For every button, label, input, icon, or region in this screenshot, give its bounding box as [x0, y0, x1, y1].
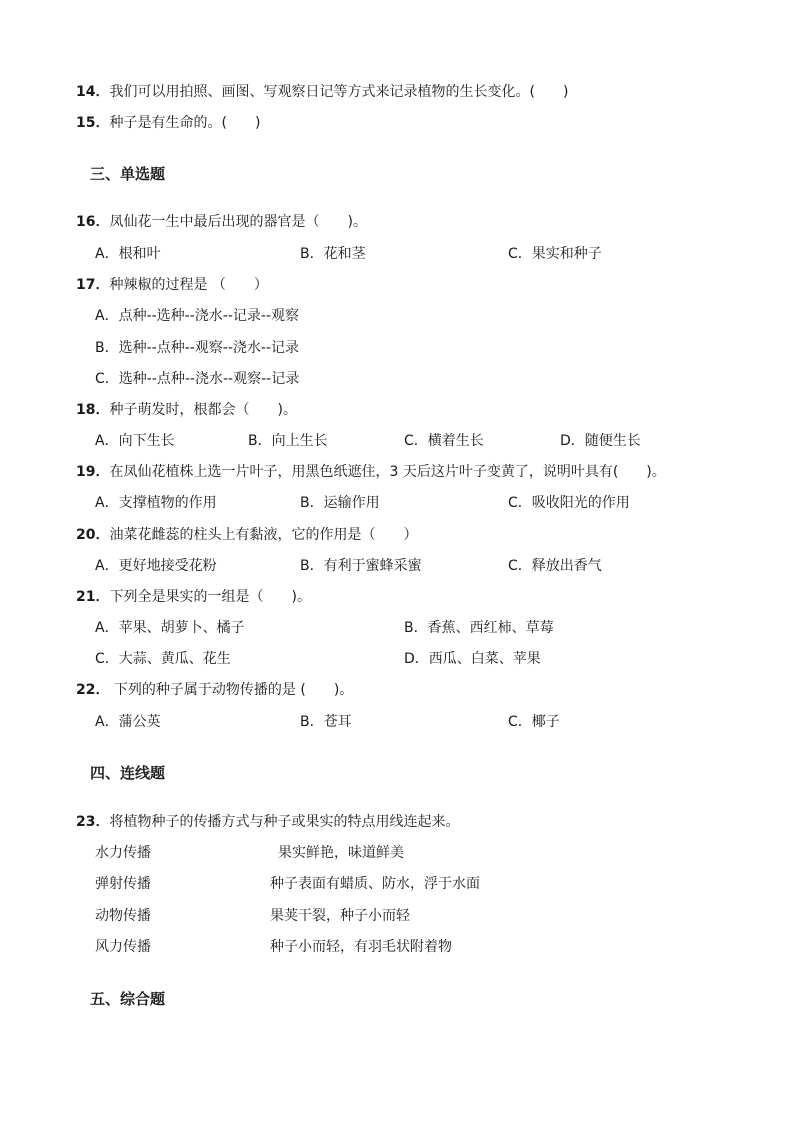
question-15: [76, 113, 260, 133]
option-b: B．苍耳: [300, 714, 352, 730]
question-number: 20．: [76, 527, 110, 543]
question-18: [76, 400, 297, 420]
question-number: 19．: [76, 464, 110, 480]
option-b: B．向上生长: [248, 433, 328, 449]
question-number: 21．: [76, 589, 110, 605]
option-c: C．吸收阳光的作用: [508, 495, 630, 511]
question-number: 14．: [76, 84, 110, 100]
question-text: 种辣椒的过程是 （ ）: [109, 277, 268, 293]
question-number: 22．: [76, 682, 110, 698]
option-b: B．有利于蜜蜂采蜜: [300, 558, 422, 574]
section-heading-matching: 四、连线题: [90, 764, 166, 782]
match-left-item: 动物传播: [95, 908, 151, 924]
match-left-item: 弹射传播: [95, 876, 151, 892]
option-a: A．支撑植物的作用: [95, 495, 217, 511]
option-a: A．根和叶: [95, 246, 161, 262]
option-a: A．蒲公英: [95, 714, 161, 730]
question-number: 23．: [76, 814, 110, 830]
option-c: C．选种--点种--浇水--观察--记录: [95, 371, 300, 387]
question-text: 下列全是果实的一组是（ )。: [109, 589, 311, 605]
question-23: [76, 812, 459, 832]
question-17: [76, 275, 268, 295]
question-number: 17．: [76, 277, 110, 293]
match-left-item: 风力传播: [95, 939, 151, 955]
option-c: C．果实和种子: [508, 246, 602, 262]
question-14: [76, 82, 568, 102]
question-text: 种子是有生命的。( ): [109, 115, 261, 131]
option-a: A．更好地接受花粉: [95, 558, 217, 574]
match-left-item: 水力传播: [95, 845, 151, 861]
question-text: 我们可以用拍照、画图、写观察日记等方式来记录植物的生长变化。( ): [109, 84, 569, 100]
match-right-item: 果实鲜艳，味道鲜美: [278, 845, 404, 861]
question-text: 在凤仙花植株上选一片叶子，用黑色纸遮住，3 天后这片叶子变黄了，说明叶具有( )。: [109, 464, 666, 480]
question-number: 18．: [76, 402, 110, 418]
question-text: 种子萌发时，根都会（ )。: [109, 402, 297, 418]
option-d: D．西瓜、白菜、苹果: [404, 651, 541, 667]
option-c: C．横着生长: [404, 433, 484, 449]
option-d: D．随便生长: [560, 433, 641, 449]
option-b: B．选种--点种--观察--浇水--记录: [95, 340, 300, 356]
question-21: [76, 587, 311, 607]
question-22: [76, 680, 353, 700]
question-text: 将植物种子的传播方式与种子或果实的特点用线连起来。: [109, 814, 460, 830]
question-16: [76, 212, 367, 232]
section-heading-comprehensive: 五、综合题: [90, 990, 166, 1008]
option-b: B．花和茎: [300, 246, 366, 262]
question-20: [76, 525, 417, 545]
match-right-item: 种子表面有蜡质、防水，浮于水面: [270, 876, 480, 892]
option-c: C．释放出香气: [508, 558, 602, 574]
question-19: [76, 462, 666, 482]
question-number: 16．: [76, 214, 110, 230]
option-a: A．苹果、胡萝卜、橘子: [95, 620, 245, 636]
option-b: B．运输作用: [300, 495, 380, 511]
option-c: C．大蒜、黄瓜、花生: [95, 651, 231, 667]
match-right-item: 种子小而轻，有羽毛状附着物: [270, 939, 452, 955]
match-right-item: 果荚干裂，种子小而轻: [270, 908, 410, 924]
question-text: 油菜花雌蕊的柱头上有黏液，它的作用是（ ）: [109, 527, 418, 543]
question-number: 15．: [76, 115, 110, 131]
question-text: 下列的种子属于动物传播的是 ( )。: [109, 682, 354, 698]
option-c: C．椰子: [508, 714, 560, 730]
option-b: B．香蕉、西红柿、草莓: [404, 620, 554, 636]
option-a: A．向下生长: [95, 433, 175, 449]
option-a: A．点种--选种--浇水--记录--观察: [95, 308, 299, 324]
section-heading-single-choice: 三、单选题: [90, 165, 166, 183]
question-text: 凤仙花一生中最后出现的器官是（ )。: [109, 214, 367, 230]
